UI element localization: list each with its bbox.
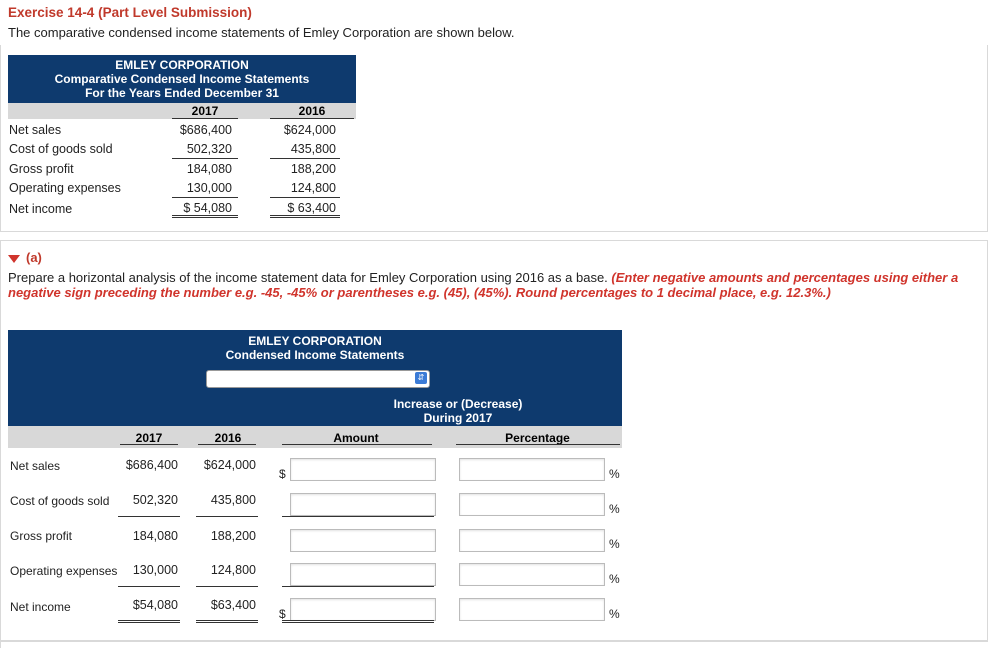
- statement2-row-2017: 184,080: [132, 529, 178, 543]
- statement2-row-2017: $686,400: [125, 458, 178, 472]
- statement1-subtotal-rule: [172, 158, 238, 159]
- collapse-triangle-icon: [8, 255, 20, 263]
- col-rule: [120, 444, 178, 445]
- percentage-input-net-income[interactable]: [459, 598, 605, 621]
- statement2-row-2016: $624,000: [203, 458, 256, 472]
- total-rule: [282, 620, 434, 623]
- subtotal-rule: [118, 586, 180, 587]
- increase-header-line1: Increase or (Decrease): [393, 397, 523, 411]
- statement2-row-label: Net sales: [10, 459, 61, 473]
- statement1-row-label: Net sales: [9, 123, 62, 137]
- percentage-input-operating-expenses[interactable]: [459, 563, 605, 586]
- statement2-col-percentage: Percentage: [505, 431, 570, 445]
- subtotal-rule: [196, 586, 258, 587]
- statement1-row-2017: 184,080: [186, 162, 232, 176]
- statement2-col-amount: Amount: [333, 431, 379, 445]
- part-a-instructions: [8, 270, 983, 300]
- percent-sign: %: [609, 572, 620, 586]
- statement1-col-2017-rule: [172, 118, 238, 119]
- percent-sign: %: [609, 467, 620, 481]
- part-a-label: (a): [26, 250, 42, 265]
- total-rule: [118, 620, 180, 623]
- statement2-row-2016: $63,400: [210, 598, 256, 612]
- statement1-col-2016: 2016: [298, 104, 326, 118]
- increase-header: [378, 397, 538, 425]
- statement2-row-2017: $54,080: [132, 598, 178, 612]
- statement1-header: [8, 55, 356, 103]
- statement2-row-label: Operating expenses: [10, 564, 118, 578]
- statement1-total-rule: [270, 215, 340, 218]
- statement1-row-label: Gross profit: [9, 162, 74, 176]
- statement1-period: For the Years Ended December 31: [85, 86, 279, 100]
- total-rule: [196, 620, 258, 623]
- col-rule: [456, 444, 620, 445]
- amount-input-gross-profit[interactable]: [290, 529, 436, 552]
- percent-sign: %: [609, 607, 620, 621]
- subtotal-rule: [282, 516, 434, 517]
- amount-input-net-sales[interactable]: [290, 458, 436, 481]
- statement2-row-2016: 124,800: [210, 563, 256, 577]
- period-select[interactable]: [206, 370, 430, 388]
- statement1-total-rule: [172, 215, 238, 218]
- amount-input-net-income[interactable]: [290, 598, 436, 621]
- statement2-header: [8, 330, 622, 426]
- col-rule: [282, 444, 432, 445]
- statement1-row-label: Cost of goods sold: [9, 142, 113, 156]
- percentage-input-gross-profit[interactable]: [459, 529, 605, 552]
- statement2-title-block: [8, 334, 622, 362]
- statement1-subtotal-rule: [172, 197, 238, 198]
- statement1-row-label: Net income: [9, 202, 73, 216]
- statement1-row-2016: 188,200: [290, 162, 336, 176]
- dollar-sign: $: [279, 607, 286, 621]
- col-rule: [198, 444, 256, 445]
- increase-header-line2: During 2017: [423, 411, 493, 425]
- statement1-row-2016: 435,800: [290, 142, 336, 156]
- dollar-sign: $: [279, 467, 286, 481]
- statement1-row-2016: $624,000: [283, 123, 336, 137]
- amount-input-cogs[interactable]: [290, 493, 436, 516]
- statement2-row-2016: 435,800: [210, 493, 256, 507]
- statement1-col-2017: 2017: [191, 104, 219, 118]
- statement1-title: Comparative Condensed Income Statements: [54, 72, 310, 86]
- statement1-row-label: Operating expenses: [9, 181, 121, 195]
- statement1-row-2017: 130,000: [186, 181, 232, 195]
- statement1-subtotal-rule: [270, 158, 340, 159]
- statement1-row-2017: $ 54,080: [183, 201, 232, 215]
- percentage-input-net-sales[interactable]: [459, 458, 605, 481]
- statement2-row-label: Gross profit: [10, 529, 73, 543]
- statement2-col-2016: 2016: [214, 431, 242, 445]
- statement1-subtotal-rule: [270, 197, 340, 198]
- statement1-row-2016: 124,800: [290, 181, 336, 195]
- select-updown-icon: ⇵: [415, 372, 427, 384]
- statement1-company: EMLEY CORPORATION: [115, 58, 249, 72]
- subtotal-rule: [118, 516, 180, 517]
- statement1-row-2016: $ 63,400: [287, 201, 336, 215]
- exercise-intro: The comparative condensed income statements of Emley Corporation are shown below.: [8, 25, 515, 40]
- statement1-row-2017: $686,400: [179, 123, 232, 137]
- percent-sign: %: [609, 537, 620, 551]
- statement2-company: EMLEY CORPORATION: [248, 334, 382, 348]
- percentage-input-cogs[interactable]: [459, 493, 605, 516]
- exercise-title: Exercise 14-4 (Part Level Submission): [8, 5, 252, 20]
- statement2-row-label: Cost of goods sold: [10, 494, 110, 508]
- statement2-row-2017: 130,000: [132, 563, 178, 577]
- subtotal-rule: [282, 586, 434, 587]
- subtotal-rule: [196, 516, 258, 517]
- instruction-note: (Enter negative amounts and percentages using either a negative sign preceding the number e.g. -45, -45% or parentheses e.g. (45), (45%). Round percentages to 1 decimal place, e.g. 12.3%.): [8, 270, 959, 300]
- statement2-row-label: Net income: [10, 600, 71, 614]
- statement2-row-2016: 188,200: [210, 529, 256, 543]
- statement2-col-2017: 2017: [135, 431, 163, 445]
- amount-input-operating-expenses[interactable]: [290, 563, 436, 586]
- statement1-col-2016-rule: [270, 118, 354, 119]
- percent-sign: %: [609, 502, 620, 516]
- part-a-toggle[interactable]: [8, 250, 42, 265]
- statement2-row-2017: 502,320: [132, 493, 178, 507]
- statement1-row-2017: 502,320: [186, 142, 232, 156]
- instruction-text: Prepare a horizontal analysis of the income statement data for Emley Corporation using 2016 as a base.: [8, 270, 608, 285]
- statement2-title: Condensed Income Statements: [225, 348, 405, 362]
